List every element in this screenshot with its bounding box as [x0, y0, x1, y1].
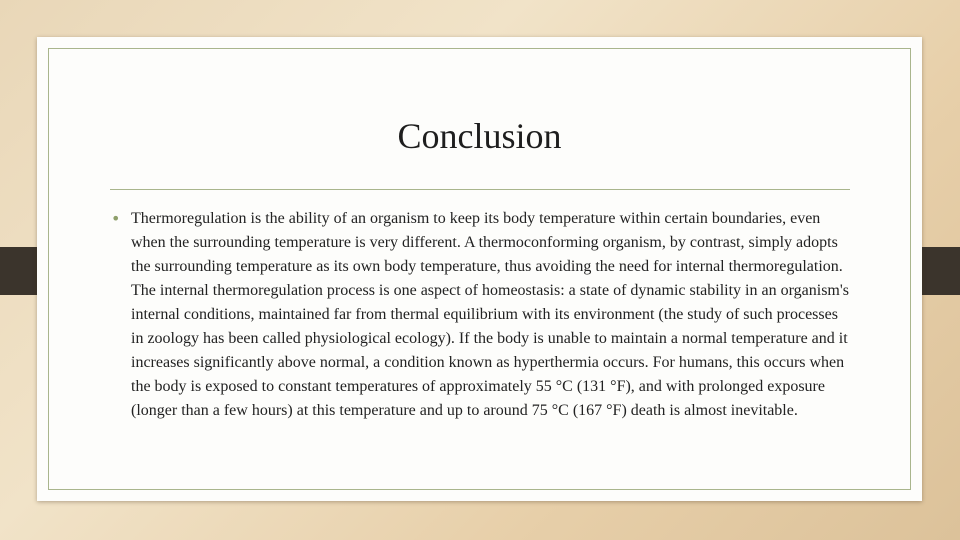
bullet-item	[111, 207, 851, 423]
slide-title: Conclusion	[397, 116, 562, 156]
bullet-dot-icon: •	[111, 209, 121, 228]
bullet-text: Thermoregulation is the ability of an organism to keep its body temperature within certain boundaries, even when the surrounding temperature is very different. A thermoconforming organism, by contrast, simply adopts the surrounding temperature as its own body temperature, thus avoiding the need for internal thermoregulation. The internal thermoregulation process is one aspect of homeostasis: a state of dynamic stability in an organism's internal conditions, maintained far from thermal equilibrium with its environment (the study of such processes in zoology has been called physiological ecology). If the body is unable to maintain a normal temperature and it increases significantly above normal, a condition known as hyperthermia occurs. For humans, this occurs when the body is exposed to constant temperatures of approximately 55 °C (131 °F), and with prolonged exposure (longer than a few hours) at this temperature and up to around 75 °C (167 °F) death is almost inevitable.	[131, 210, 849, 419]
title-divider	[110, 189, 850, 190]
slide	[37, 37, 922, 501]
